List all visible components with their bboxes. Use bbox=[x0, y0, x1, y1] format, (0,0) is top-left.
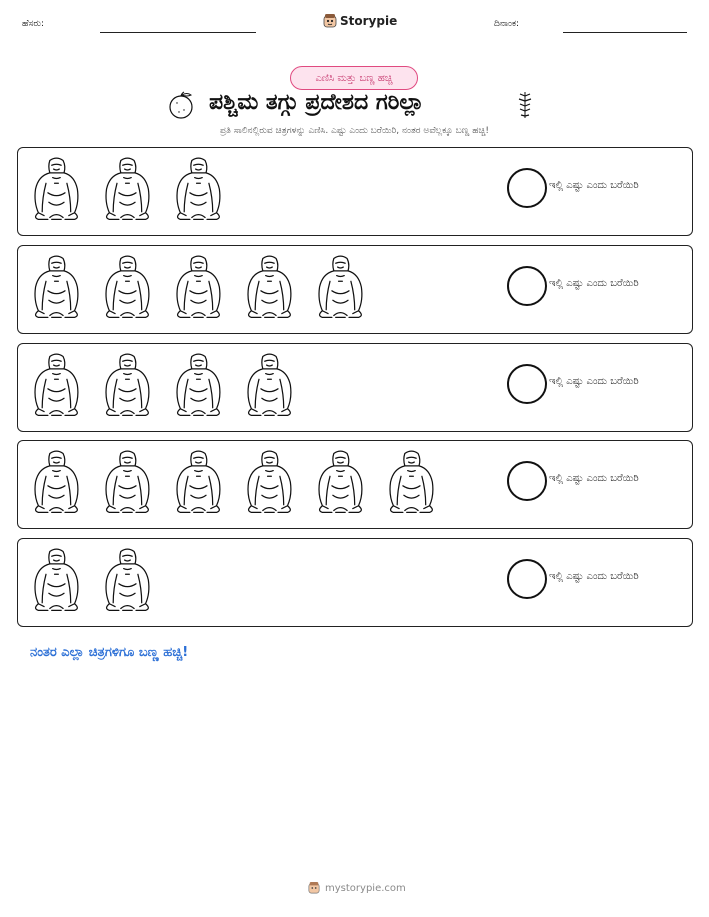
answer-circle[interactable] bbox=[507, 168, 547, 208]
gorilla-icon[interactable] bbox=[27, 350, 84, 420]
brand bbox=[323, 13, 397, 29]
gorilla-icon[interactable] bbox=[169, 154, 226, 224]
gorilla-group bbox=[27, 252, 368, 326]
worksheet-header bbox=[0, 0, 709, 40]
gorilla-icon[interactable] bbox=[98, 350, 155, 420]
footer-note: ನಂತರ ಎಲ್ಲಾ ಚಿತ್ರಗಳಿಗೂ ಬಣ್ಣ ಹಚ್ಚಿ! bbox=[30, 645, 189, 660]
gorilla-icon[interactable] bbox=[311, 252, 368, 322]
gorilla-icon[interactable] bbox=[240, 447, 297, 517]
site-url[interactable]: mystorypie.com bbox=[325, 882, 406, 894]
gorilla-group bbox=[27, 154, 226, 228]
gorilla-icon[interactable] bbox=[169, 252, 226, 322]
page-title: ಪಶ್ಚಿಮ ತಗ್ಗು ಪ್ರದೇಶದ ಗರಿಲ್ಲಾ bbox=[209, 90, 424, 115]
gorilla-icon[interactable] bbox=[98, 252, 155, 322]
answer-label: ಇಲ್ಲಿ ಎಷ್ಟು ಎಂದು ಬರೆಯಿರಿ bbox=[549, 571, 639, 582]
brand-name: Storypie bbox=[340, 14, 398, 28]
gorilla-group bbox=[27, 350, 297, 424]
orange-icon bbox=[167, 90, 197, 120]
answer-circle[interactable] bbox=[507, 559, 547, 599]
gorilla-icon[interactable] bbox=[27, 154, 84, 224]
gorilla-icon[interactable] bbox=[240, 350, 297, 420]
gorilla-icon[interactable] bbox=[240, 252, 297, 322]
gorilla-icon[interactable] bbox=[382, 447, 439, 517]
answer-label: ಇಲ್ಲಿ ಎಷ್ಟು ಎಂದು ಬರೆಯಿರಿ bbox=[549, 376, 639, 387]
gorilla-icon[interactable] bbox=[27, 545, 84, 615]
date-label: ದಿನಾಂಕ: bbox=[494, 19, 520, 29]
gorilla-icon[interactable] bbox=[98, 154, 155, 224]
gorilla-icon[interactable] bbox=[98, 447, 155, 517]
answer-label: ಇಲ್ಲಿ ಎಷ್ಟು ಎಂದು ಬರೆಯಿರಿ bbox=[549, 278, 639, 289]
answer-circle[interactable] bbox=[507, 266, 547, 306]
answer-label: ಇಲ್ಲಿ ಎಷ್ಟು ಎಂದು ಬರೆಯಿರಿ bbox=[549, 473, 639, 484]
gorilla-group bbox=[27, 545, 155, 619]
storypie-logo-icon bbox=[323, 13, 337, 29]
answer-circle[interactable] bbox=[507, 364, 547, 404]
instructions: ಪ್ರತಿ ಸಾಲಿನಲ್ಲಿರುವ ಚಿತ್ರಗಳನ್ನು ಎಣಿಸಿ. ಎಷ್ಟು ಎಂದು ಬರೆಯಿರಿ, ನಂತರ ಅವೆಲ್ಲಕ್ಕೂ ಬಣ್ಣ ಹಚ್ಚಿ! bbox=[220, 126, 489, 136]
gorilla-icon[interactable] bbox=[27, 252, 84, 322]
gorilla-group bbox=[27, 447, 439, 521]
gorilla-icon[interactable] bbox=[311, 447, 368, 517]
gorilla-icon[interactable] bbox=[169, 447, 226, 517]
storypie-logo-icon bbox=[308, 881, 320, 895]
counting-row bbox=[17, 245, 693, 334]
leaf-sprig-icon bbox=[514, 90, 536, 120]
name-field-line[interactable] bbox=[100, 32, 256, 33]
activity-badge: ಎಣಿಸಿ ಮತ್ತು ಬಣ್ಣ ಹಚ್ಚಿ bbox=[290, 66, 418, 90]
counting-row bbox=[17, 147, 693, 236]
gorilla-icon[interactable] bbox=[27, 447, 84, 517]
name-label: ಹೆಸರು: bbox=[22, 19, 45, 29]
counting-row bbox=[17, 538, 693, 627]
counting-row bbox=[17, 343, 693, 432]
counting-row bbox=[17, 440, 693, 529]
answer-label: ಇಲ್ಲಿ ಎಷ್ಟು ಎಂದು ಬರೆಯಿರಿ bbox=[549, 180, 639, 191]
gorilla-icon[interactable] bbox=[98, 545, 155, 615]
answer-circle[interactable] bbox=[507, 461, 547, 501]
title-row bbox=[0, 90, 709, 120]
gorilla-icon[interactable] bbox=[169, 350, 226, 420]
date-field-line[interactable] bbox=[563, 32, 687, 33]
site-footer bbox=[308, 881, 406, 895]
